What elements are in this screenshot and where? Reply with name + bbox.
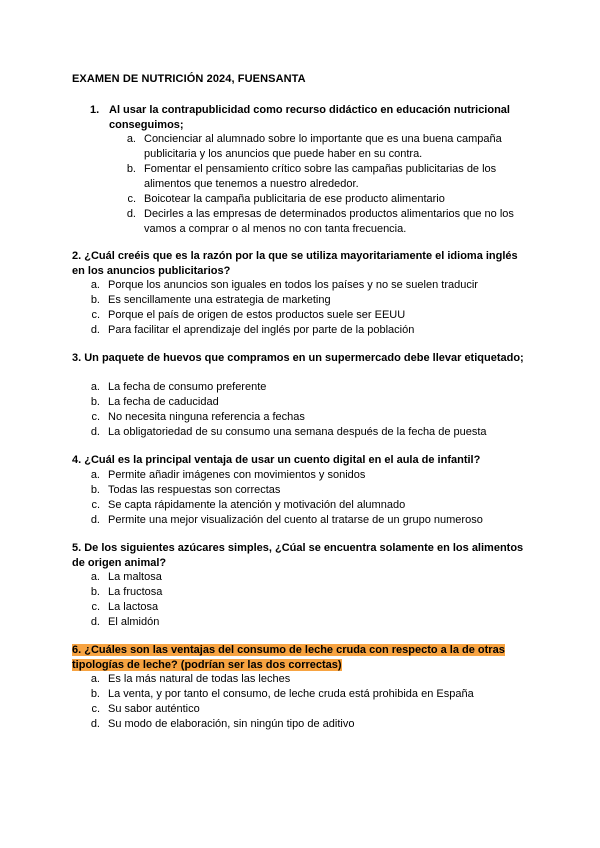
question-text: Al usar la contrapublicidad como recurso didáctico en educación nutricional conseguimos; (109, 104, 510, 131)
option-letter: b. (90, 688, 100, 700)
option-letter: d. (90, 616, 100, 628)
option-text: Porque los anuncios son iguales en todos los países y no se suelen traducir (108, 279, 478, 291)
option-letter: a. (90, 279, 100, 291)
option-text: La fructosa (108, 586, 163, 598)
option-letter: a. (90, 673, 100, 685)
option-c (90, 410, 530, 425)
option-a (90, 672, 530, 687)
option-letter: d. (90, 718, 100, 730)
option-letter: c. (91, 411, 100, 423)
option-letter: b. (126, 163, 136, 175)
question-6-options (90, 672, 530, 732)
option-letter: d. (90, 426, 100, 438)
option-d (90, 717, 530, 732)
option-text: La lactosa (108, 601, 159, 613)
option-letter: a. (90, 571, 100, 583)
option-text: Porque el país de origen de estos productos suele ser EEUU (108, 309, 406, 321)
option-text: Permite añadir imágenes con movimientos y sonidos (108, 469, 366, 481)
option-text: Para facilitar el aprendizaje del inglés por parte de la población (108, 324, 415, 336)
option-letter: b. (90, 586, 100, 598)
option-d (90, 323, 530, 338)
option-text: Concienciar al alumnado sobre lo importante que es una buena campaña publicitaria y los anuncios que puede haber en su contra. (144, 133, 502, 160)
option-letter: a. (90, 381, 100, 393)
option-text: Permite una mejor visualización del cuento al tratarse de un grupo numeroso (108, 514, 483, 526)
highlighted-question-text: 6. ¿Cuáles son las ventajas del consumo de leche cruda con respecto a la de otras tipologías de leche? (podrían ser las dos correctas) (72, 644, 505, 671)
exam-title: EXAMEN DE NUTRICIÓN 2024, FUENSANTA (72, 73, 306, 85)
question-4: 4. ¿Cuál es la principal ventaja de usar un cuento digital en el aula de infantil? (72, 454, 481, 466)
option-letter: c. (127, 193, 136, 205)
option-text: Su modo de elaboración, sin ningún tipo de aditivo (108, 718, 355, 730)
option-c (90, 308, 530, 323)
question-3: 3. Un paquete de huevos que compramos en un supermercado debe llevar etiquetado; (72, 352, 524, 364)
option-text: La venta, y por tanto el consumo, de leche cruda está prohibida en España (108, 688, 474, 700)
option-d (90, 425, 530, 440)
question-6 (72, 643, 532, 673)
option-text: Se capta rápidamente la atención y motivación del alumnado (108, 499, 406, 511)
question-2: 2. ¿Cuál creéis que es la razón por la que se utiliza mayoritariamente el idioma inglés en los anuncios publicitarios? (72, 250, 518, 277)
option-letter: c. (91, 703, 100, 715)
question-1 (90, 103, 550, 133)
option-text: Todas las respuestas son correctas (108, 484, 281, 496)
option-letter: c. (91, 499, 100, 511)
option-letter: a. (126, 133, 136, 145)
option-b (90, 687, 530, 702)
option-text: El almidón (108, 616, 160, 628)
option-letter: b. (90, 396, 100, 408)
option-text: Boicotear la campaña publicitaria de ese producto alimentario (144, 193, 445, 205)
question-number: 1. (90, 104, 100, 116)
option-text: La fecha de consumo preferente (108, 381, 267, 393)
question-4-options (90, 468, 530, 528)
option-b (126, 162, 526, 192)
option-b (90, 585, 530, 600)
option-letter: d. (90, 514, 100, 526)
option-letter: b. (90, 484, 100, 496)
option-text: La fecha de caducidad (108, 396, 219, 408)
option-c (90, 702, 530, 717)
option-text: La obligatoriedad de su consumo una semana después de la fecha de puesta (108, 426, 487, 438)
option-b (90, 483, 530, 498)
option-letter: c. (91, 309, 100, 321)
option-a (90, 278, 530, 293)
option-letter: c. (91, 601, 100, 613)
question-2-options (90, 278, 530, 338)
option-letter: b. (90, 294, 100, 306)
option-d (126, 207, 526, 237)
question-3-options (90, 380, 530, 440)
option-a (90, 468, 530, 483)
option-a (90, 380, 530, 395)
option-a (90, 570, 530, 585)
option-c (126, 192, 526, 207)
question-5: 5. De los siguientes azúcares simples, ¿Cúal se encuentra solamente en los alimentos de origen animal? (72, 542, 524, 569)
option-d (90, 615, 530, 630)
option-d (90, 513, 530, 528)
option-text: Es sencillamente una estrategia de marketing (108, 294, 331, 306)
question-5-options (90, 570, 530, 630)
option-b (90, 395, 530, 410)
option-c (90, 600, 530, 615)
option-a (126, 132, 526, 162)
option-text: Decirles a las empresas de determinados productos alimentarios que no los vamos a comprar o al menos no con tanta frecuencia. (144, 208, 514, 235)
option-b (90, 293, 530, 308)
option-text: No necesita ninguna referencia a fechas (108, 411, 305, 423)
option-letter: d. (90, 324, 100, 336)
option-c (90, 498, 530, 513)
option-text: Fomentar el pensamiento crítico sobre las campañas publicitarias de los alimentos que tenemos a nuestro alrededor. (144, 163, 497, 190)
question-1-options (126, 132, 526, 237)
option-text: Es la más natural de todas las leches (108, 673, 291, 685)
option-text: La maltosa (108, 571, 162, 583)
option-letter: d. (126, 208, 136, 220)
option-text: Su sabor auténtico (108, 703, 200, 715)
option-letter: a. (90, 469, 100, 481)
